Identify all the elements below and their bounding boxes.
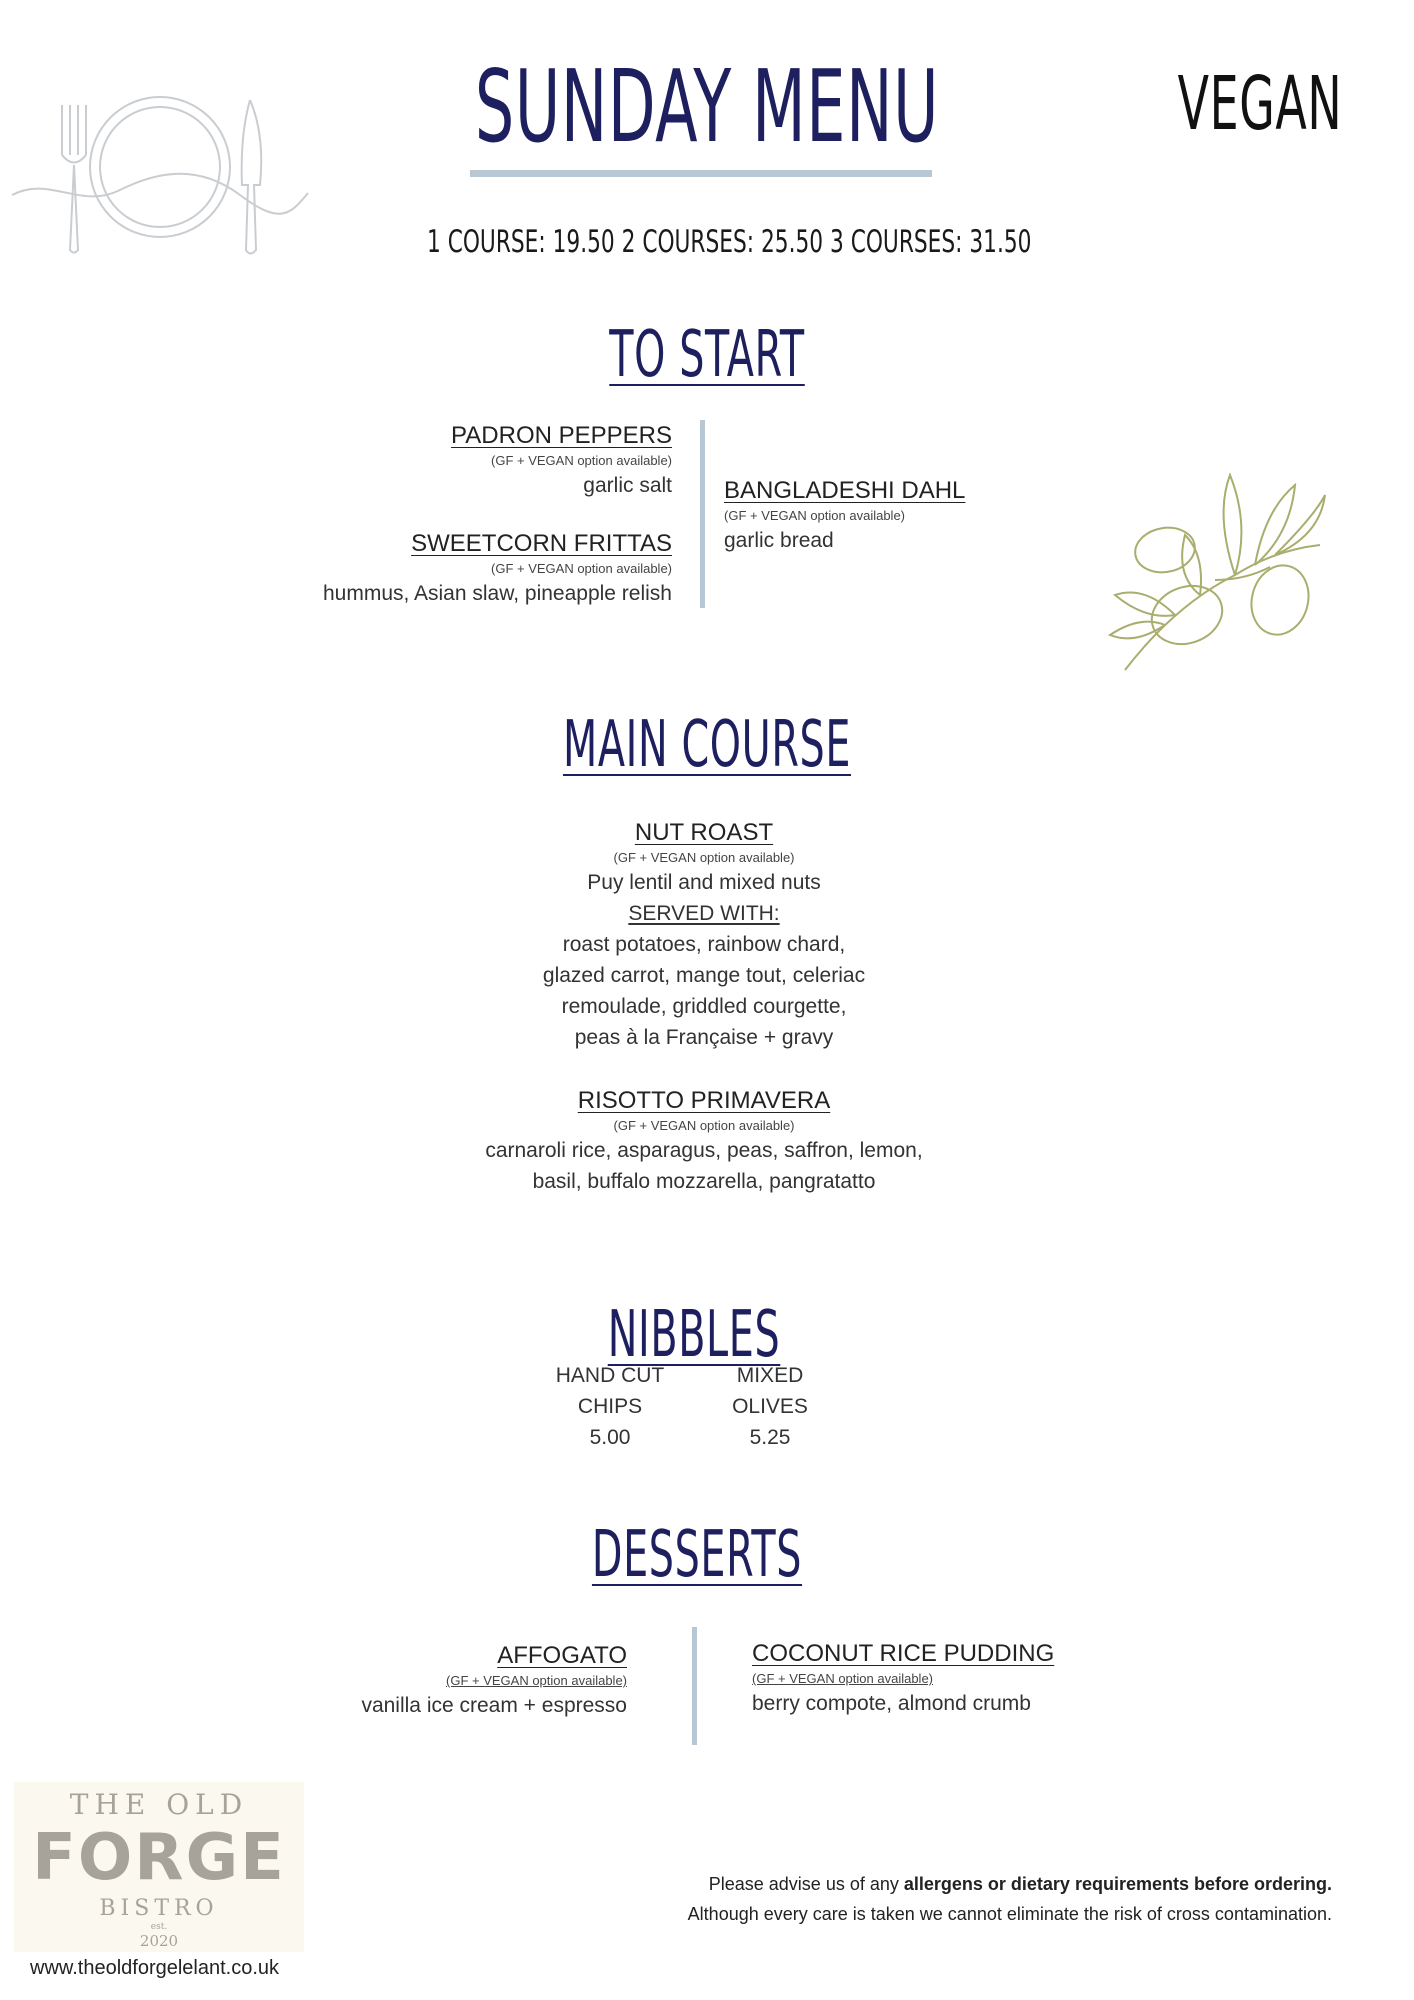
allergy-prefix: Please advise us of any (708, 1874, 904, 1894)
served-with-line: glazed carrot, mange tout, celeriac (542, 964, 866, 987)
logo-name: FORGE (32, 1821, 286, 1895)
dish-name: AFFOGATO (497, 1642, 627, 1669)
dessert-coconut (752, 1638, 1172, 1719)
nibble-chips (530, 1360, 690, 1453)
logo-line: BISTRO (99, 1896, 219, 1921)
nibble-line: CHIPS (577, 1395, 643, 1418)
diet-label: VEGAN (1177, 61, 1343, 147)
contamination-notice: Although every care is taken we cannot eliminate the risk of cross contamination. (687, 1904, 1332, 1924)
dish-description: Puy lentil and mixed nuts (587, 871, 821, 894)
logo-line: THE OLD (69, 1788, 249, 1821)
dish-option: (GF + VEGAN option available) (446, 1673, 627, 1688)
section-heading-desserts: DESSERTS (591, 1518, 803, 1592)
olive-branch-icon (1105, 455, 1330, 675)
dish-name: COCONUT RICE PUDDING (752, 1640, 1055, 1667)
menu-title: SUNDAY MENU (474, 48, 940, 165)
dish-description: berry compote, almond crumb (752, 1692, 1031, 1715)
allergy-bold: allergens or dietary requirements before ordering. (903, 1874, 1332, 1894)
served-with-label: SERVED WITH: (628, 902, 780, 925)
dish-description: carnaroli rice, asparagus, peas, saffron, lemon, (485, 1139, 923, 1162)
dessert-divider (692, 1627, 697, 1745)
dish-description: garlic bread (724, 529, 834, 552)
nibble-line: MIXED (736, 1364, 804, 1387)
logo-est: est. (150, 1922, 168, 1932)
logo-year: 2020 (139, 1932, 179, 1950)
dish-option: (GF + VEGAN option available) (613, 1118, 795, 1133)
nibble-line: HAND CUT (555, 1364, 665, 1387)
website-link[interactable]: www.theoldforgelelant.co.uk (30, 1957, 280, 1979)
dish-description: hummus, Asian slaw, pineapple relish (322, 582, 672, 605)
section-heading-nibbles: NIBBLES (607, 1298, 781, 1372)
starter-divider (700, 420, 705, 608)
dish-option: (GF + VEGAN option available) (752, 1671, 933, 1686)
starter-sweetcorn (200, 528, 672, 609)
dish-option: (GF + VEGAN option available) (724, 508, 905, 523)
nibble-price: 5.00 (589, 1426, 631, 1449)
dish-name: BANGLADESHI DAHL (724, 477, 966, 504)
allergy-notice (560, 1870, 1332, 1899)
nibble-line: OLIVES (732, 1395, 808, 1418)
main-nut-roast (404, 817, 1004, 1053)
nibble-price: 5.25 (749, 1426, 791, 1449)
dish-name: RISOTTO PRIMAVERA (577, 1087, 831, 1114)
dish-name: NUT ROAST (634, 819, 774, 846)
dish-option: (GF + VEGAN option available) (491, 561, 672, 576)
dish-description: garlic salt (583, 474, 672, 497)
section-heading-starters: TO START (609, 318, 805, 392)
dessert-affogato (227, 1640, 627, 1721)
served-with-line: roast potatoes, rainbow chard, (562, 933, 846, 956)
plate-cutlery-icon (10, 95, 310, 260)
dish-name: PADRON PEPPERS (451, 422, 672, 449)
dish-option: (GF + VEGAN option available) (613, 850, 795, 865)
starter-padron (200, 420, 672, 501)
title-underline (470, 170, 932, 177)
dish-description: basil, buffalo mozzarella, pangratatto (532, 1170, 876, 1193)
section-heading-mains: MAIN COURSE (562, 708, 852, 782)
served-with-line: remoulade, griddled courgette, (561, 995, 847, 1018)
bistro-logo (14, 1782, 304, 1952)
starter-dahl (724, 475, 1084, 556)
course-prices: 1 COURSE: 19.50 2 COURSES: 25.50 3 COURSES: 31.50 (427, 224, 1032, 260)
nibble-olives (690, 1360, 850, 1453)
dish-description: vanilla ice cream + espresso (361, 1694, 627, 1717)
main-risotto (404, 1085, 1004, 1197)
dish-option: (GF + VEGAN option available) (491, 453, 672, 468)
dish-name: SWEETCORN FRITTAS (411, 530, 672, 557)
served-with-line: peas à la Française + gravy (574, 1026, 834, 1049)
